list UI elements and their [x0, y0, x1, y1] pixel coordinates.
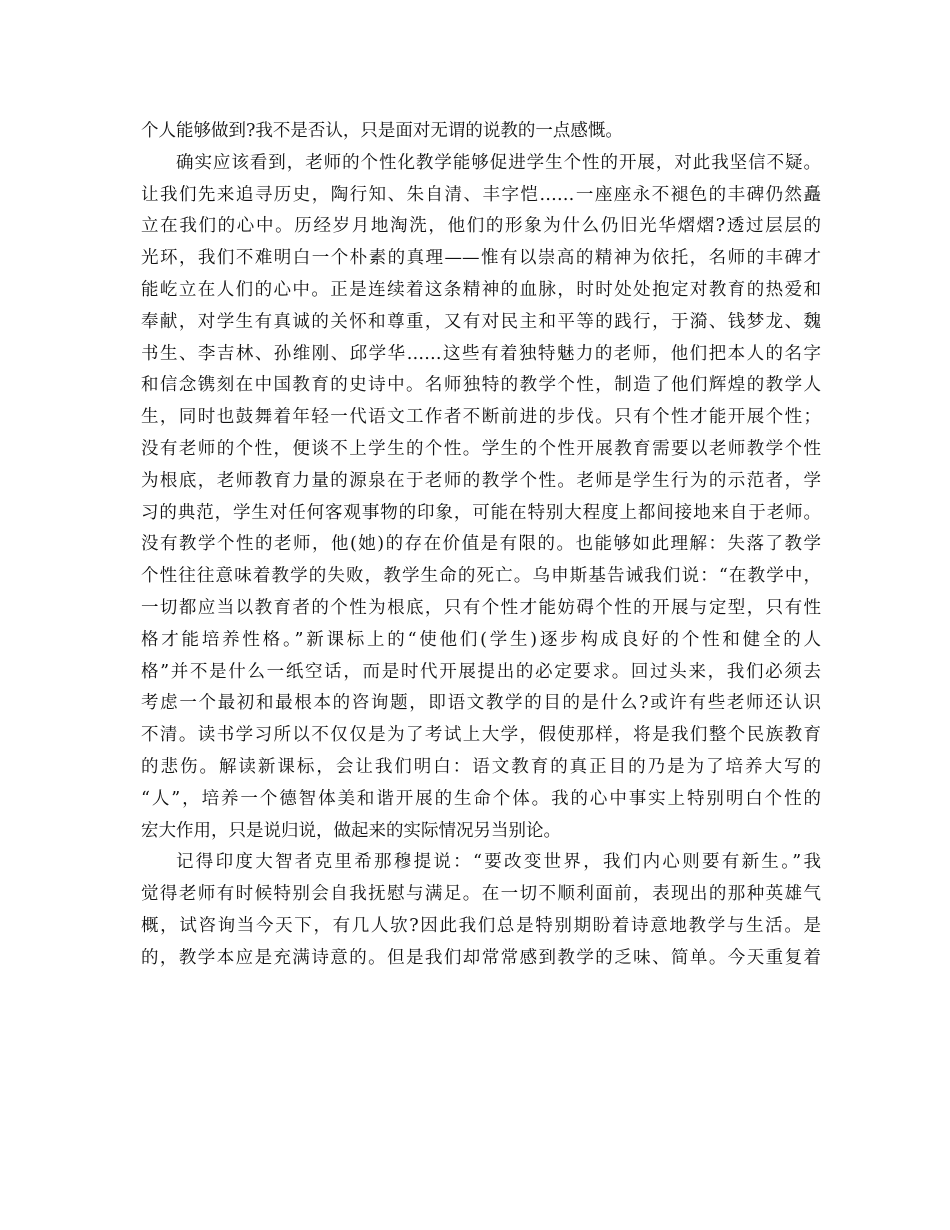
text-line: 能屹立在人们的心中。正是连续着这条精神的血脉，时时处处抱定对教育的热爱和	[141, 279, 821, 300]
text-line: 和信念镌刻在中国教育的史诗中。名师独特的教学个性，制造了他们辉煌的教学人	[141, 375, 821, 396]
text-line: 为根底，老师教育力量的源泉在于老师的教学个性。老师是学生行为的示范者，学	[141, 470, 821, 491]
text-line: “人”，培养一个德智体美和谐开展的生命个体。我的心中事实上特别明白个性的	[141, 788, 821, 809]
text-line: 确实应该看到，老师的个性化教学能够促进学生个性的开展，对此我坚信不疑。	[176, 152, 821, 173]
document-body	[141, 116, 821, 975]
text-line: 不清。读书学习所以不仅仅是为了考试上大学，假使那样，将是我们整个民族教育	[141, 725, 821, 746]
paragraph	[141, 148, 821, 848]
text-line: 生，同时也鼓舞着年轻一代语文工作者不断前进的步伐。只有个性才能开展个性；	[141, 407, 821, 428]
text-line: 没有老师的个性，便谈不上学生的个性。学生的个性开展教育需要以老师教学个性	[141, 438, 821, 459]
paragraph	[141, 116, 821, 148]
text-line: 记得印度大智者克里希那穆提说：“要改变世界，我们内心则要有新生。”我	[176, 852, 821, 873]
paragraph	[141, 847, 821, 974]
text-line: 概，试咨询当今天下，有几人欤?因此我们总是特别期盼着诗意地教学与生活。是	[141, 915, 821, 936]
text-line: 书生、李吉林、孙维刚、邱学华……这些有着独特魅力的老师，他们把本人的名字	[141, 343, 821, 364]
text-line: 让我们先来追寻历史，陶行知、朱自清、丰字恺……一座座永不褪色的丰碑仍然矗	[141, 184, 821, 205]
text-line: 的，教学本应是充满诗意的。但是我们却常常感到教学的乏味、简单。今天重复着	[141, 947, 821, 968]
text-line: 习的典范，学生对任何客观事物的印象，可能在特别大程度上都间接地来自于老师。	[141, 502, 821, 523]
text-line: 的悲伤。解读新课标，会让我们明白：语文教育的真正目的乃是为了培养大写的	[141, 756, 821, 777]
text-line: 格”并不是什么一纸空话，而是时代开展提出的必定要求。回过头来，我们必须去	[141, 661, 821, 682]
text-line: 一切都应当以教育者的个性为根底，只有个性才能妨碍个性的开展与定型，只有性	[141, 597, 821, 618]
text-line: 宏大作用，只是说归说，做起来的实际情况另当别论。	[141, 820, 561, 841]
text-line: 考虑一个最初和最根本的咨询题，即语文教学的目的是什么?或许有些老师还认识	[141, 693, 821, 714]
text-line: 格才能培养性格。”新课标上的“使他们(学生)逐步构成良好的个性和健全的人	[141, 629, 821, 650]
text-line: 奉献，对学生有真诚的关怀和尊重，又有对民主和平等的践行，于漪、钱梦龙、魏	[141, 311, 821, 332]
text-line: 个人能够做到?我不是否认，只是面对无谓的说教的一点感慨。	[141, 121, 623, 141]
text-line: 没有教学个性的老师，他(她)的存在价值是有限的。也能够如此理解：失落了教学	[141, 534, 821, 555]
text-line: 觉得老师有时候特别会自我抚慰与满足。在一切不顺利面前，表现出的那种英雄气	[141, 884, 821, 905]
text-line: 光环，我们不难明白一个朴素的真理——惟有以崇高的精神为依托，名师的丰碑才	[141, 248, 821, 269]
text-line: 立在我们的心中。历经岁月地淘洗，他们的形象为什么仍旧光华熠熠?透过层层的	[141, 216, 821, 237]
text-line: 个性往往意味着教学的失败，教学生命的死亡。乌申斯基告诫我们说：“在教学中，	[141, 566, 821, 587]
